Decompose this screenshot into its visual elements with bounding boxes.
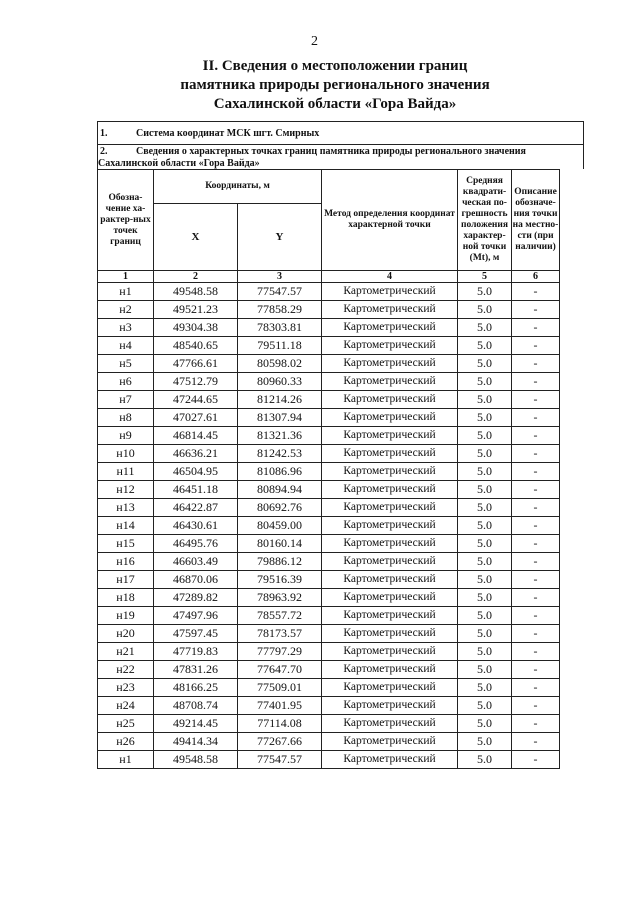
coord-x-cell: 49414.34 [154,733,238,751]
description-cell: - [512,481,560,499]
column-number: 6 [512,271,560,283]
method-cell: Картометрический [322,445,458,463]
mean-error-cell: 5.0 [458,445,512,463]
column-number: 3 [238,271,322,283]
method-cell: Картометрический [322,463,458,481]
method-cell: Картометрический [322,481,458,499]
table-row [98,337,560,355]
method-cell: Картометрический [322,589,458,607]
coord-x-cell: 47027.61 [154,409,238,427]
point-id-cell: н8 [98,409,154,427]
point-id-cell: н1 [98,283,154,301]
coord-x-cell: 47497.96 [154,607,238,625]
mean-error-cell: 5.0 [458,607,512,625]
coord-y-cell: 79511.18 [238,337,322,355]
description-cell: - [512,733,560,751]
mean-error-cell: 5.0 [458,679,512,697]
mean-error-cell: 5.0 [458,715,512,733]
table-row [98,373,560,391]
description-cell: - [512,643,560,661]
point-id-cell: н15 [98,535,154,553]
point-id-cell: н17 [98,571,154,589]
mean-error-cell: 5.0 [458,373,512,391]
mean-error-cell: 5.0 [458,625,512,643]
point-id-cell: н20 [98,625,154,643]
table-row [98,589,560,607]
mean-error-cell: 5.0 [458,589,512,607]
coord-y-cell: 77267.66 [238,733,322,751]
coord-x-cell: 49548.58 [154,283,238,301]
coord-y-cell: 81307.94 [238,409,322,427]
table-row [98,661,560,679]
point-id-cell: н6 [98,373,154,391]
description-cell: - [512,301,560,319]
table-row [98,733,560,751]
coord-x-cell: 49214.45 [154,715,238,733]
header-y: Y [238,204,322,271]
mean-error-cell: 5.0 [458,319,512,337]
description-cell: - [512,517,560,535]
column-number: 2 [154,271,238,283]
mean-error-cell: 5.0 [458,391,512,409]
coord-y-cell: 77797.29 [238,643,322,661]
coord-x-cell: 47244.65 [154,391,238,409]
description-cell: - [512,337,560,355]
coord-x-cell: 49548.58 [154,751,238,769]
coord-x-cell: 46870.06 [154,571,238,589]
point-id-cell: н21 [98,643,154,661]
point-id-cell: н9 [98,427,154,445]
description-cell: - [512,427,560,445]
coord-y-cell: 80692.76 [238,499,322,517]
header-mean-error: Средняя квадрати-ческая по-грешность положения характер-ной точки (Mt), м [458,170,512,271]
method-cell: Картометрический [322,571,458,589]
method-cell: Картометрический [322,373,458,391]
point-id-cell: н5 [98,355,154,373]
point-id-cell: н19 [98,607,154,625]
description-cell: - [512,571,560,589]
description-cell: - [512,355,560,373]
boundary-points-sheet [97,121,584,769]
method-cell: Картометрический [322,427,458,445]
coord-y-cell: 80160.14 [238,535,322,553]
coordinate-system-row [97,121,584,144]
coord-y-cell: 81242.53 [238,445,322,463]
method-cell: Картометрический [322,391,458,409]
coord-x-cell: 47512.79 [154,373,238,391]
mean-error-cell: 5.0 [458,481,512,499]
coord-x-cell: 46504.95 [154,463,238,481]
mean-error-cell: 5.0 [458,337,512,355]
table-row [98,355,560,373]
mean-error-cell: 5.0 [458,427,512,445]
column-number: 1 [98,271,154,283]
mean-error-cell: 5.0 [458,697,512,715]
description-cell: - [512,553,560,571]
coord-y-cell: 77114.08 [238,715,322,733]
description-cell: - [512,661,560,679]
table-row [98,679,560,697]
table-row [98,427,560,445]
mean-error-cell: 5.0 [458,733,512,751]
method-cell: Картометрический [322,535,458,553]
title-line-1: II. Сведения о местоположении границ [202,58,468,74]
coord-x-cell: 46495.76 [154,535,238,553]
point-id-cell: н1 [98,751,154,769]
point-id-cell: н4 [98,337,154,355]
method-cell: Картометрический [322,697,458,715]
header-coordinates: Координаты, м [154,170,322,204]
method-cell: Картометрический [322,499,458,517]
mean-error-cell: 5.0 [458,643,512,661]
description-cell: - [512,391,560,409]
point-id-cell: н22 [98,661,154,679]
header-designation: Обозна-чение ха-рактер-ных точек границ [98,170,154,271]
point-id-cell: н24 [98,697,154,715]
coord-y-cell: 81086.96 [238,463,322,481]
table-row [98,643,560,661]
column-number: 5 [458,271,512,283]
method-cell: Картометрический [322,517,458,535]
point-id-cell: н18 [98,589,154,607]
point-id-cell: н14 [98,517,154,535]
header-method: Метод определения координат характерной точки [322,170,458,271]
point-id-cell: н23 [98,679,154,697]
mean-error-cell: 5.0 [458,283,512,301]
point-id-cell: н13 [98,499,154,517]
method-cell: Картометрический [322,553,458,571]
description-cell: - [512,463,560,481]
mean-error-cell: 5.0 [458,661,512,679]
section-1-number: 1. [100,127,108,139]
coord-y-cell: 81321.36 [238,427,322,445]
description-cell: - [512,715,560,733]
method-cell: Картометрический [322,733,458,751]
coord-x-cell: 46603.49 [154,553,238,571]
point-id-cell: н2 [98,301,154,319]
mean-error-cell: 5.0 [458,751,512,769]
method-cell: Картометрический [322,355,458,373]
table-row [98,409,560,427]
table-row [98,301,560,319]
mean-error-cell: 5.0 [458,535,512,553]
coord-x-cell: 46636.21 [154,445,238,463]
method-cell: Картометрический [322,409,458,427]
coord-y-cell: 77547.57 [238,751,322,769]
mean-error-cell: 5.0 [458,463,512,481]
mean-error-cell: 5.0 [458,553,512,571]
table-row [98,499,560,517]
table-row [98,571,560,589]
header-x: X [154,204,238,271]
method-cell: Картометрический [322,607,458,625]
mean-error-cell: 5.0 [458,517,512,535]
description-cell: - [512,679,560,697]
coord-y-cell: 78963.92 [238,589,322,607]
coord-y-cell: 81214.26 [238,391,322,409]
characteristic-points-label: Сведения о характерных точках границ памятника природы регионального значения Сахалинской области «Гора Вайда» [98,146,526,169]
point-id-cell: н25 [98,715,154,733]
description-cell: - [512,607,560,625]
method-cell: Картометрический [322,283,458,301]
table-row [98,697,560,715]
coord-y-cell: 77401.95 [238,697,322,715]
point-id-cell: н12 [98,481,154,499]
coord-y-cell: 79886.12 [238,553,322,571]
page-title [60,57,610,114]
table-row [98,517,560,535]
mean-error-cell: 5.0 [458,355,512,373]
coord-y-cell: 79516.39 [238,571,322,589]
coord-x-cell: 46430.61 [154,517,238,535]
coord-y-cell: 78557.72 [238,607,322,625]
point-id-cell: н16 [98,553,154,571]
description-cell: - [512,589,560,607]
coord-x-cell: 49521.23 [154,301,238,319]
coord-x-cell: 49304.38 [154,319,238,337]
table-row [98,445,560,463]
description-cell: - [512,499,560,517]
mean-error-cell: 5.0 [458,571,512,589]
method-cell: Картометрический [322,337,458,355]
coord-y-cell: 80960.33 [238,373,322,391]
title-line-3: Сахалинской области «Гора Вайда» [213,96,457,112]
coord-y-cell: 78303.81 [238,319,322,337]
point-id-cell: н11 [98,463,154,481]
table-row [98,391,560,409]
coord-x-cell: 47597.45 [154,625,238,643]
description-cell: - [512,409,560,427]
method-cell: Картометрический [322,625,458,643]
page-number: 2 [311,34,318,49]
coord-x-cell: 46451.18 [154,481,238,499]
coord-y-cell: 77647.70 [238,661,322,679]
table-body [98,283,560,769]
method-cell: Картометрический [322,643,458,661]
table-row [98,319,560,337]
method-cell: Картометрический [322,661,458,679]
coord-x-cell: 47766.61 [154,355,238,373]
coord-x-cell: 46814.45 [154,427,238,445]
characteristic-points-caption [97,144,584,169]
coord-x-cell: 47831.26 [154,661,238,679]
title-line-2: памятника природы регионального значения [180,77,490,93]
table-row [98,607,560,625]
coord-y-cell: 77509.01 [238,679,322,697]
method-cell: Картометрический [322,751,458,769]
table-row [98,535,560,553]
section-2-number: 2. [100,146,108,157]
coord-x-cell: 48166.25 [154,679,238,697]
column-number-row [98,271,560,283]
table-row [98,481,560,499]
boundary-points-table [97,169,560,769]
point-id-cell: н26 [98,733,154,751]
description-cell: - [512,535,560,553]
description-cell: - [512,625,560,643]
column-number: 4 [322,271,458,283]
table-row [98,283,560,301]
coord-x-cell: 48540.65 [154,337,238,355]
table-row [98,751,560,769]
coord-y-cell: 80894.94 [238,481,322,499]
description-cell: - [512,697,560,715]
coord-y-cell: 77547.57 [238,283,322,301]
coord-y-cell: 80598.02 [238,355,322,373]
coord-y-cell: 78173.57 [238,625,322,643]
mean-error-cell: 5.0 [458,409,512,427]
table-row [98,625,560,643]
coordinate-system-label: Система координат МСК шгт. Смирных [136,127,320,139]
coord-y-cell: 77858.29 [238,301,322,319]
point-id-cell: н3 [98,319,154,337]
method-cell: Картометрический [322,319,458,337]
mean-error-cell: 5.0 [458,499,512,517]
table-row [98,463,560,481]
point-id-cell: н7 [98,391,154,409]
coord-x-cell: 48708.74 [154,697,238,715]
table-row [98,553,560,571]
method-cell: Картометрический [322,715,458,733]
coord-x-cell: 47719.83 [154,643,238,661]
coord-x-cell: 46422.87 [154,499,238,517]
point-id-cell: н10 [98,445,154,463]
mean-error-cell: 5.0 [458,301,512,319]
description-cell: - [512,319,560,337]
method-cell: Картометрический [322,301,458,319]
coord-x-cell: 47289.82 [154,589,238,607]
description-cell: - [512,373,560,391]
coord-y-cell: 80459.00 [238,517,322,535]
description-cell: - [512,751,560,769]
method-cell: Картометрический [322,679,458,697]
table-row [98,715,560,733]
description-cell: - [512,445,560,463]
header-description: Описание обозначе-ния точки на местно-сти (при наличии) [512,170,560,271]
description-cell: - [512,283,560,301]
